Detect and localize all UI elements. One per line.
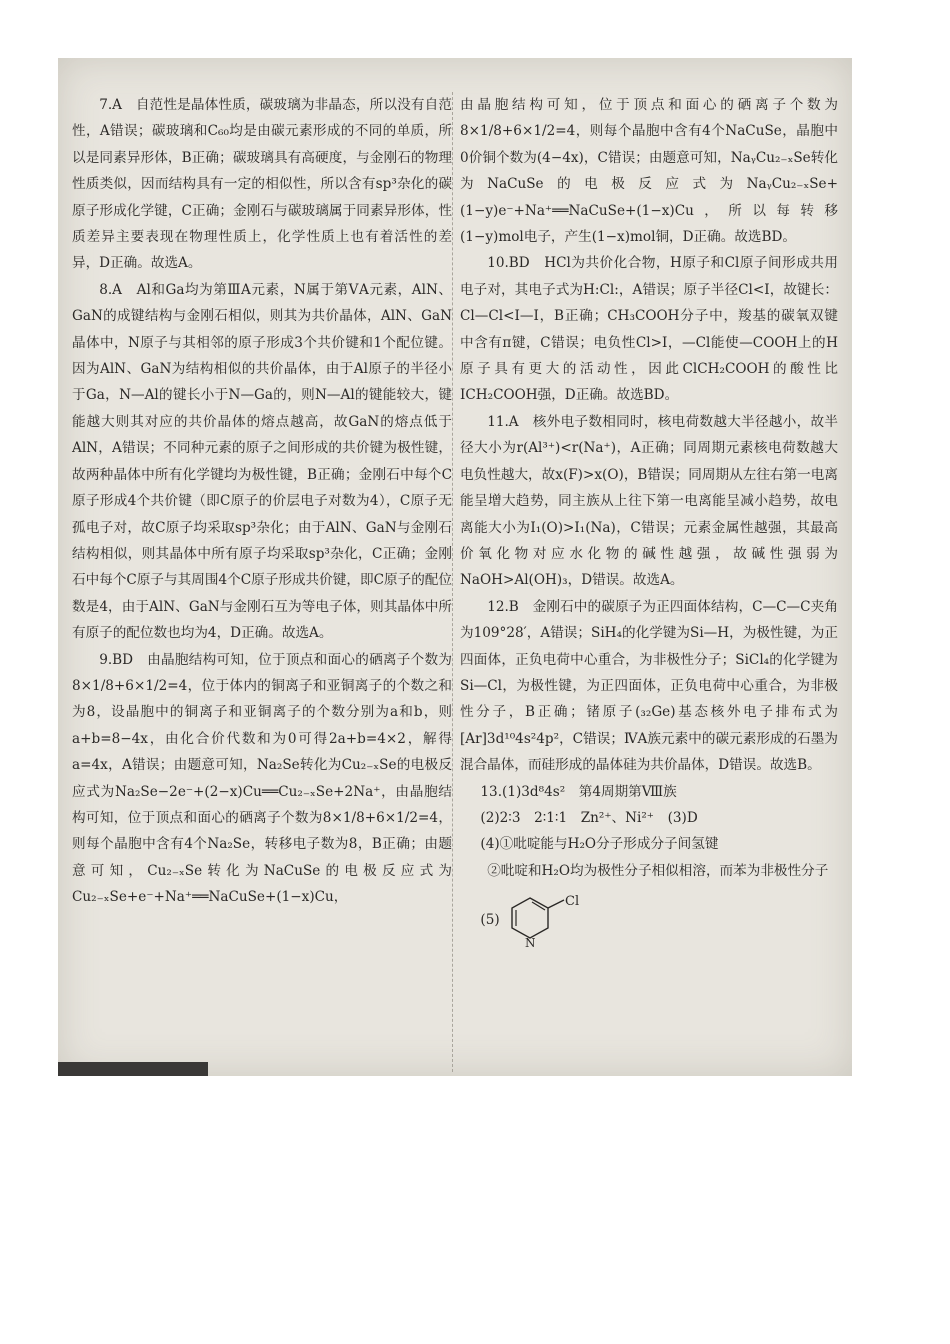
answer-13-part1: 13.(1)3d⁸4s² 第4周期第Ⅷ族 <box>480 783 677 800</box>
column-divider <box>452 92 453 1072</box>
chloropyridine-structure <box>508 892 598 948</box>
answer-13-part2: (2)2∶3 2∶1∶1 Zn²⁺、Ni²⁺ (3)D <box>480 809 698 826</box>
answer-7: 7.A 自范性是晶体性质，碳玻璃为非晶态，所以没有自范性，A错误；碳玻璃和C₆₀均是由碳元素形成的不同的单质，所以是同素异形体，B正确；碳玻璃具有高硬度，与金刚石的物理性质类似，因而结构具有一定的相似性，所以含有sp³杂化的碳原子形成化学键，C正确；金刚石与碳玻璃属于同素异形体，性质差异主要表现在物理性质上，化学性质上也有着活性的差异，D正确。故选A。 <box>72 97 452 272</box>
answer-12: 12.B 金刚石中的碳原子为正四面体结构，C—C—C夹角为109°28′，A错误；SiH₄的化学键为Si—H，为极性键，为正四面体，正负电荷中心重合，为非极性分子；SiCl₄的化学键为Si—Cl，为极性键，为正四面体，正负电荷中心重合，为非极性分子，B正确；锗原子(₃₂Ge)基态核外电子排布式为[Ar]3d¹⁰4s²4p²，C错误；ⅣA族元素中的碳元素形成的石墨为混合晶体，而硅形成的晶体硅为共价晶体，D错误。故选B。 <box>460 598 838 774</box>
pyridine-ring <box>512 898 548 938</box>
chlorine-label: Cl <box>564 894 579 910</box>
answer-13-part4a: (4)①吡啶能与H₂O分子形成分子间氢键 <box>480 836 719 853</box>
part5-label: (5) <box>480 911 500 928</box>
answer-10: 10.BD HCl为共价化合物，H原子和Cl原子间形成共用电子对，其电子式为H:Cl:，A错误；原子半径Cl<I，故键长：Cl—Cl<I—I，B正确；CH₃COOH分子中，羧基的碳氧双键中含有π键，C错误；电负性Cl>I，—Cl能使—COOH上的H原子具有更大的活动性，因此ClCH₂COOH的酸性比ICH₂COOH强，D正确。故选BD。 <box>460 255 838 404</box>
answer-13-part5 <box>460 892 838 948</box>
answer-11: 11.A 核外电子数相同时，核电荷数越大半径越小，故半径大小为r(Al³⁺)<r(Na⁺)，A正确；同周期元素核电荷数越大电负性越大，故x(F)>x(O)，B错误；同周期从左往右第一电离能呈增大趋势，同主族从上往下第一电离能呈减小趋势，故电离能大小为I₁(O)>I₁(Na)，C错误；元素金属性越强，其最高价氧化物对应水化物的碱性越强，故碱性强弱为NaOH>Al(OH)₃，D错误。故选A。 <box>460 413 838 589</box>
photo-edge-shadow <box>58 1062 208 1076</box>
answer-9: 9.BD 由晶胞结构可知，位于顶点和面心的硒离子个数为8×1/8+6×1/2=4，位于体内的铜离子和亚铜离子的个数之和为8，设晶胞中的铜离子和亚铜离子的个数分别为a和b，则a+b=8−4x，由化合价代数和为0可得2a+b=4×2，解得a=4x，A错误；由题意可知，Na₂Se转化为Cu₂₋ₓSe的电极反应式为Na₂Se−2e⁻+(2−x)Cu══Cu₂₋ₓSe+2Na⁺，由晶胞结构可知，位于顶点和面心的硒离子个数为8×1/8+6×1/2=4，则每个晶胞中含有4个Na₂Se，转移电子数为8，B正确；由题意可知，Cu₂₋ₓSe转化为NaCuSe的电极反应式为Cu₂₋ₓSe+e⁻+Na⁺══NaCuSe+(1−x)Cu， <box>72 651 452 906</box>
left-column <box>72 92 452 911</box>
answer-8: 8.A Al和Ga均为第ⅢA元素，N属于第ⅤA元素，AlN、GaN的成键结构与金刚石相似，则其为共价晶体，AlN、GaN晶体中，N原子与其相邻的原子形成3个共价键和1个配位键。因为AlN、GaN为结构相似的共价晶体，由于Al原子的半径小于Ga，N—Al的键长小于N—Ga的，则N—Al的键能较大，键能越大则其对应的共价晶体的熔点越高，故GaN的熔点低于AlN，A错误；不同种元素的原子之间形成的共价键为极性键，故两种晶体中所有化学键均为极性键，B正确；金刚石中每个C原子形成4个共价键（即C原子的价层电子对数为4），C原子无孤电子对，故C原子均采取sp³杂化；由于AlN、GaN与金刚石结构相似，则其晶体中所有原子均采取sp³杂化，C正确；金刚石中每个C原子与其周围4个C原子形成共价键，即C原子的配位数是4，由于AlN、GaN与金刚石互为等电子体，则其晶体中所有原子的配位数也均为4，D正确。故选A。 <box>72 281 452 642</box>
answer-9-continued: 由晶胞结构可知，位于顶点和面心的硒离子个数为8×1/8+6×1/2=4，则每个晶胞中含有4个NaCuSe，晶胞中0价铜个数为(4−4x)，C错误；由题意可知，NaᵧCu₂₋ₓSe转化为NaCuSe的电极反应式为NaᵧCu₂₋ₓSe+(1−y)e⁻+Na⁺══NaCuSe+(1−x)Cu，所以每转移(1−y)mol电子，产生(1−x)mol铜，D正确。故选BD。 <box>460 97 838 246</box>
cl-bond <box>548 900 564 908</box>
answer-13-part4b: ②吡啶和H₂O均为极性分子相似相溶，而苯为非极性分子 <box>487 862 829 879</box>
scanned-page <box>58 58 852 1076</box>
nitrogen-label: N <box>524 936 536 949</box>
right-column <box>460 92 838 948</box>
